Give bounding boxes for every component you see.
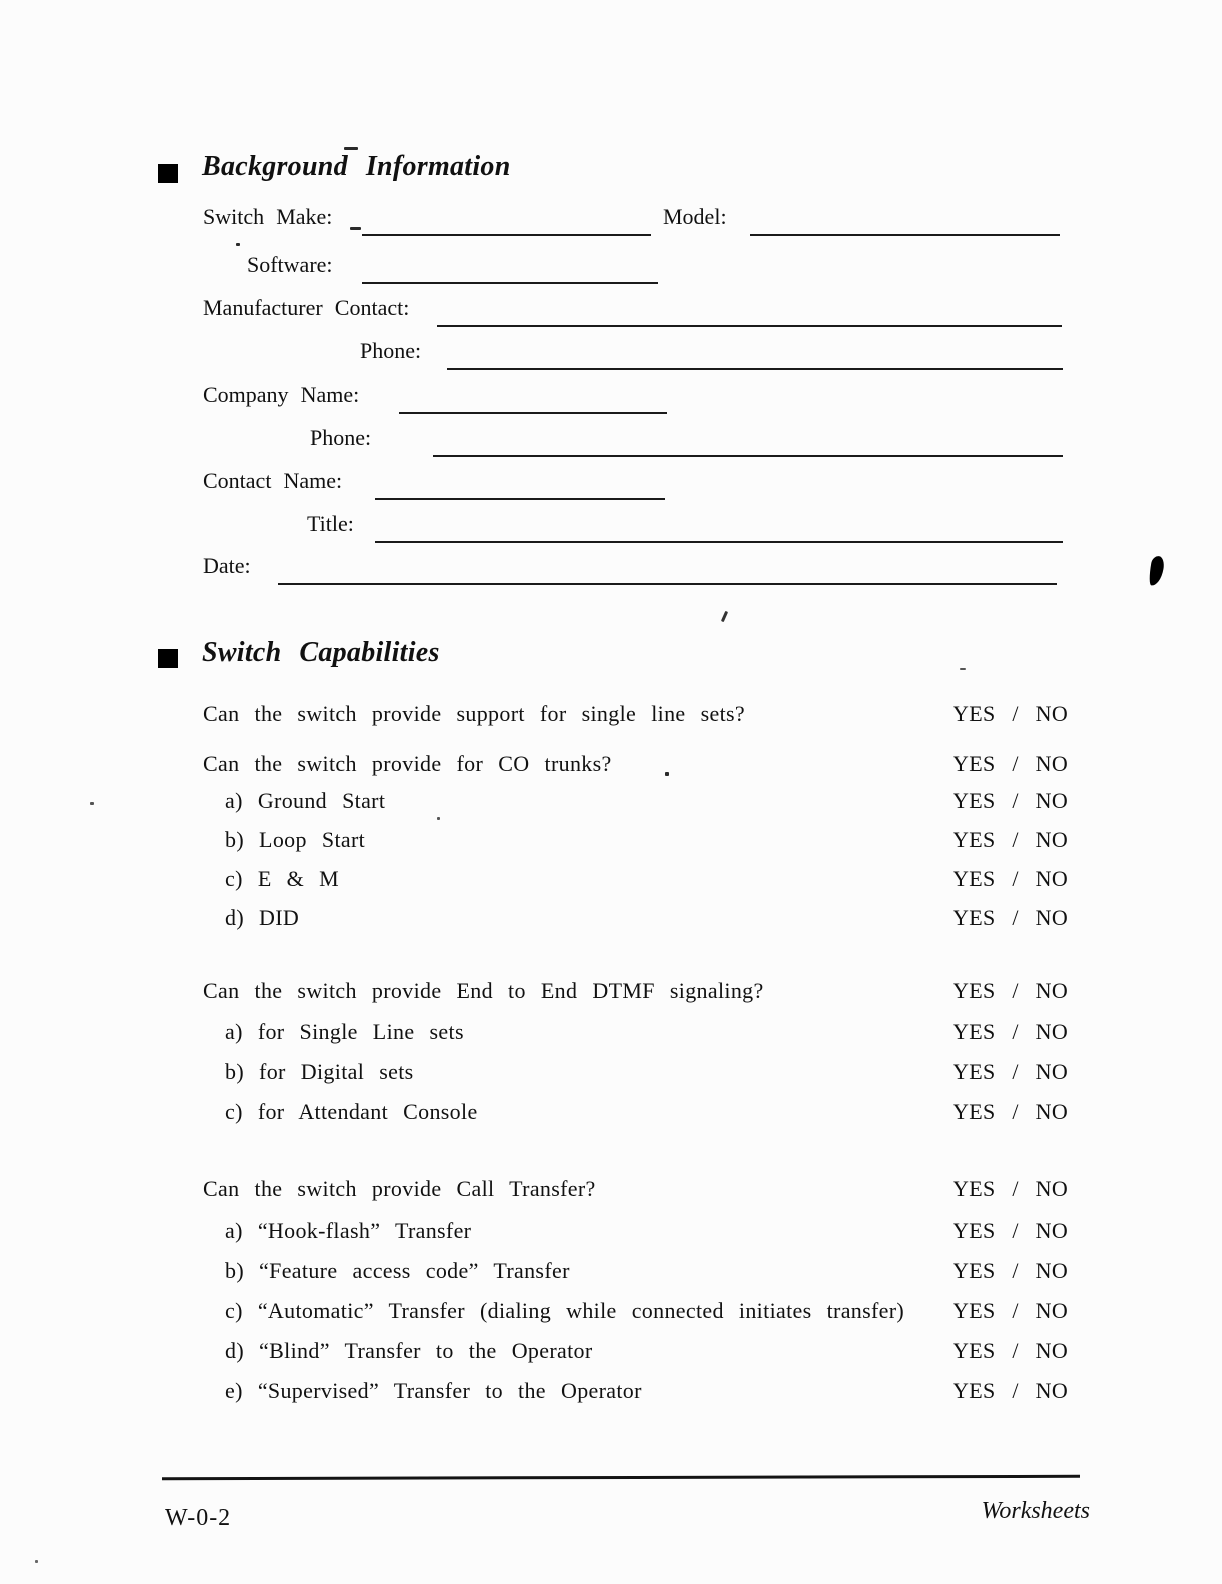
field-blank-line-model — [750, 234, 1060, 236]
field-blank-line-company-name — [399, 412, 667, 414]
capability-sub-item: d) DID — [225, 905, 300, 930]
capability-sub-item: e) “Supervised” Transfer to the Operator — [225, 1378, 642, 1403]
field-label-software: Software: — [247, 252, 333, 277]
scan-speck — [960, 668, 966, 670]
footer-divider — [162, 1475, 1080, 1480]
field-blank-line-manufacturer-contact — [437, 325, 1062, 327]
capability-sub-item: c) “Automatic” Transfer (dialing while connected initiates transfer) — [225, 1298, 905, 1323]
field-label-title: Title: — [307, 511, 354, 536]
answer-yes-no: YES / NO — [953, 1338, 1069, 1363]
capability-sub-item: d) “Blind” Transfer to the Operator — [225, 1338, 593, 1363]
answer-yes-no: YES / NO — [953, 1378, 1069, 1403]
ink-blot-mark — [1147, 555, 1165, 587]
field-label-model: Model: — [663, 204, 727, 229]
field-blank-line-phone2 — [433, 455, 1063, 457]
capability-sub-item: c) for Attendant Console — [225, 1099, 478, 1124]
answer-yes-no: YES / NO — [953, 1176, 1069, 1201]
answer-yes-no: YES / NO — [953, 978, 1069, 1003]
capability-sub-item: a) “Hook-flash” Transfer — [225, 1218, 472, 1243]
field-label-switch-make: Switch Make: — [203, 204, 333, 229]
answer-yes-no: YES / NO — [953, 1218, 1069, 1243]
answer-yes-no: YES / NO — [953, 1298, 1069, 1323]
scan-speck — [721, 611, 728, 622]
capability-sub-item: b) for Digital sets — [225, 1059, 414, 1084]
section-bullet-square — [158, 164, 178, 183]
background-section-title: Background Information — [202, 151, 511, 182]
scan-speck — [665, 772, 669, 776]
capability-question: Can the switch provide support for single line sets? — [203, 701, 745, 726]
answer-yes-no: YES / NO — [953, 1059, 1069, 1084]
field-label-phone1: Phone: — [360, 338, 422, 363]
field-label-contact-name: Contact Name: — [203, 468, 343, 493]
scan-speck — [35, 1560, 38, 1563]
scan-speck — [350, 227, 361, 230]
answer-yes-no: YES / NO — [953, 788, 1069, 813]
scan-speck — [437, 817, 440, 820]
capability-question: Can the switch provide Call Transfer? — [203, 1176, 596, 1201]
answer-yes-no: YES / NO — [953, 751, 1069, 776]
capability-sub-item: b) Loop Start — [225, 827, 366, 852]
answer-yes-no: YES / NO — [953, 866, 1069, 891]
capability-question: Can the switch provide for CO trunks? — [203, 751, 612, 776]
field-label-company-name: Company Name: — [203, 382, 360, 407]
field-blank-line-phone1 — [447, 368, 1063, 370]
field-blank-line-switch-make — [362, 234, 651, 236]
field-blank-line-date — [278, 583, 1057, 585]
page-number: W-0-2 — [165, 1505, 232, 1531]
field-blank-line-software — [362, 282, 658, 284]
answer-yes-no: YES / NO — [953, 701, 1069, 726]
answer-yes-no: YES / NO — [953, 827, 1069, 852]
answer-yes-no: YES / NO — [953, 1099, 1069, 1124]
scan-speck — [344, 147, 358, 150]
field-blank-line-contact-name — [375, 498, 665, 500]
scan-speck — [236, 243, 240, 246]
scan-speck — [90, 802, 94, 805]
field-blank-line-title — [375, 541, 1063, 543]
capability-sub-item: b) “Feature access code” Transfer — [225, 1258, 570, 1283]
field-label-date: Date: — [203, 553, 251, 578]
answer-yes-no: YES / NO — [953, 1019, 1069, 1044]
section-bullet-square — [158, 649, 178, 668]
answer-yes-no: YES / NO — [953, 1258, 1069, 1283]
footer-section-label: Worksheets — [981, 1498, 1090, 1524]
field-label-manufacturer-contact: Manufacturer Contact: — [203, 295, 410, 320]
field-label-phone2: Phone: — [310, 425, 372, 450]
capabilities-section-title: Switch Capabilities — [202, 637, 440, 668]
capability-sub-item: c) E & M — [225, 866, 340, 891]
capability-sub-item: a) Ground Start — [225, 788, 386, 813]
capability-question: Can the switch provide End to End DTMF signaling? — [203, 978, 764, 1003]
answer-yes-no: YES / NO — [953, 905, 1069, 930]
capability-sub-item: a) for Single Line sets — [225, 1019, 464, 1044]
